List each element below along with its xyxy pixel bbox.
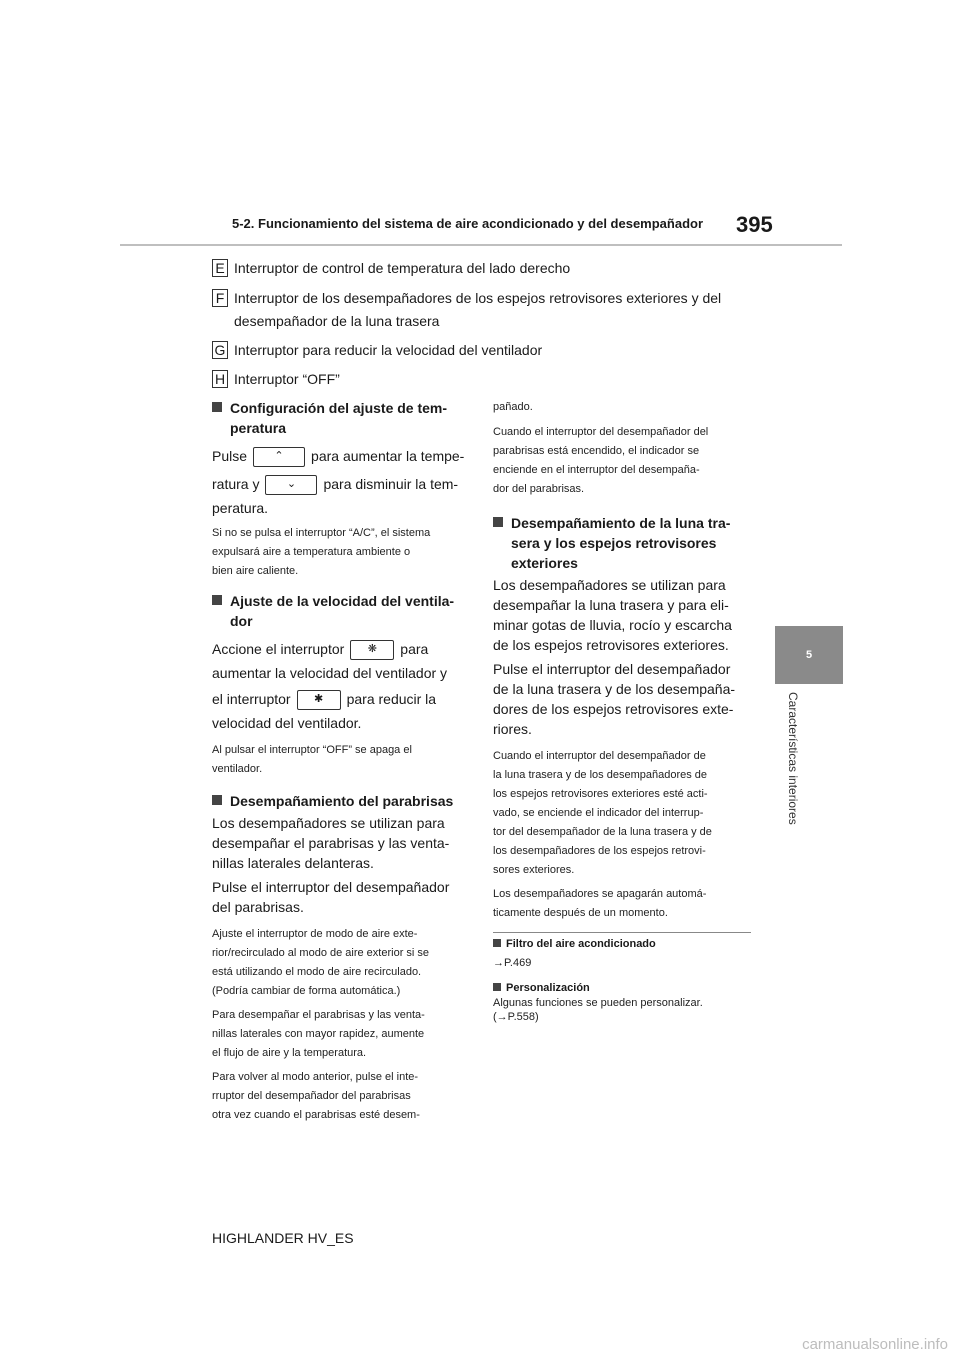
page-number: 395 — [736, 212, 773, 237]
square-bullet-icon — [212, 795, 222, 805]
fan-paragraph: Accione el interruptor ❋ para aumentar la velocidad del ventilador y el interruptor ✱ para reducir la velocidad del ventilador. — [212, 641, 448, 731]
windshield-note: Ajuste el interruptor de modo de aire exte- rior/recirculado al modo de aire exterior si se está utilizando el modo de aire recirculado. (Podría cambiar de forma automática.) Para desempañar el parabrisas y las venta- nillas laterales con mayor rapidez, aumente el flujo de aire y la temperatura. Para volver al modo anterior, pulse el inte- rruptor del desempañador del parabrisas otra vez cuando el parabrisas esté desem- — [212, 928, 430, 1121]
key-text: Interruptor para reducir la velocidad del ventilador — [234, 342, 543, 358]
notes-divider — [493, 932, 751, 933]
square-bullet-icon — [212, 402, 222, 412]
chevron-down-icon: ⌄ — [265, 475, 317, 495]
key-label: E — [212, 259, 228, 277]
fan-down-icon: ✱ — [297, 690, 341, 710]
temp-heading: Configuración del ajuste de tem- peratura — [212, 398, 474, 438]
section-title: 5-2. Funcionamiento del sistema de aire acondicionado y del desempañador — [232, 216, 704, 231]
chapter-title-vertical — [760, 692, 826, 842]
custom-text: Algunas funciones se pueden personalizar. — [493, 997, 703, 1009]
key-item-g — [212, 341, 542, 359]
windshield-note-cont: pañado. Cuando el interruptor del desempañador del parabrisas está encendido, el indicador se enciende en el interruptor del desempaña- dor del parabrisas. — [493, 401, 709, 495]
custom-heading: Personalización — [493, 982, 755, 994]
fan-up-icon: ❋ — [350, 640, 394, 660]
notes-block — [493, 938, 755, 1024]
key-label: H — [212, 370, 228, 388]
square-bullet-icon — [212, 595, 222, 605]
key-item-f-cont: desempañador de la luna trasera — [234, 313, 440, 329]
key-text: Interruptor de control de temperatura del lado derecho — [234, 260, 571, 276]
key-item-e — [212, 259, 570, 277]
watermark: carmanualsonline.info — [802, 1336, 948, 1353]
rear-heading: Desempañamiento de la luna tra- sera y los espejos retrovisores exteriores — [493, 513, 755, 573]
key-item-h — [212, 370, 340, 388]
key-item-f — [212, 289, 721, 307]
rear-paragraph: Los desempañadores se utilizan para desempañar la luna trasera y para eli- minar gotas de lluvia, rocío y escarcha de los espejos retrovisores exteriores. Pulse el interruptor del desempañador de la luna trasera y de los desempaña- dores de los espejos retrovisores exte- riores. — [493, 577, 736, 737]
filter-ref[interactable]: →P.469 — [493, 957, 532, 969]
temp-paragraph: Pulse ⌃ para aumentar la tempe- ratura y ⌄ para disminuir la tem- peratura. — [212, 448, 465, 516]
chevron-up-icon: ⌃ — [253, 447, 305, 467]
custom-ref[interactable]: (→P.558) — [493, 1011, 539, 1023]
fan-note: Al pulsar el interruptor “OFF” se apaga el ventilador. — [212, 744, 412, 775]
key-label: G — [212, 341, 228, 359]
key-text: Interruptor “OFF” — [234, 371, 340, 387]
key-label: F — [212, 289, 228, 307]
windshield-heading: Desempañamiento del parabrisas — [212, 791, 474, 811]
chapter-tab: 5 — [775, 626, 843, 684]
footer-model: HIGHLANDER HV_ES — [212, 1230, 354, 1246]
windshield-paragraph: Los desempañadores se utilizan para desempañar el parabrisas y las venta- nillas laterales delanteras. Pulse el interruptor del desempañador del parabrisas. — [212, 815, 450, 915]
square-bullet-icon — [493, 983, 501, 991]
square-bullet-icon — [493, 517, 503, 527]
chapter-title: Características interiores — [786, 692, 800, 825]
key-text: Interruptor de los desempañadores de los espejos retrovisores exteriores y del — [234, 290, 722, 306]
right-column — [493, 398, 755, 923]
square-bullet-icon — [493, 939, 501, 947]
header-divider — [120, 244, 842, 246]
fan-heading: Ajuste de la velocidad del ventila- dor — [212, 591, 474, 631]
filter-heading: Filtro del aire acondicionado — [493, 938, 755, 950]
rear-note: Cuando el interruptor del desempañador de la luna trasera y de los desempañadores de los espejos retrovisores exteriores esté acti- vado, se enciende el indicador del interrup- tor del desempañador de la luna trasera y de los desempañadores de los espejos retrovi- sores exteriores. Los desempañadores se apagarán automá- ticamente después de un momento. — [493, 750, 712, 919]
left-column — [212, 398, 474, 1125]
temp-note: Si no se pulsa el interruptor “A/C”, el sistema expulsará aire a temperatura ambiente o bien aire caliente. — [212, 527, 431, 577]
